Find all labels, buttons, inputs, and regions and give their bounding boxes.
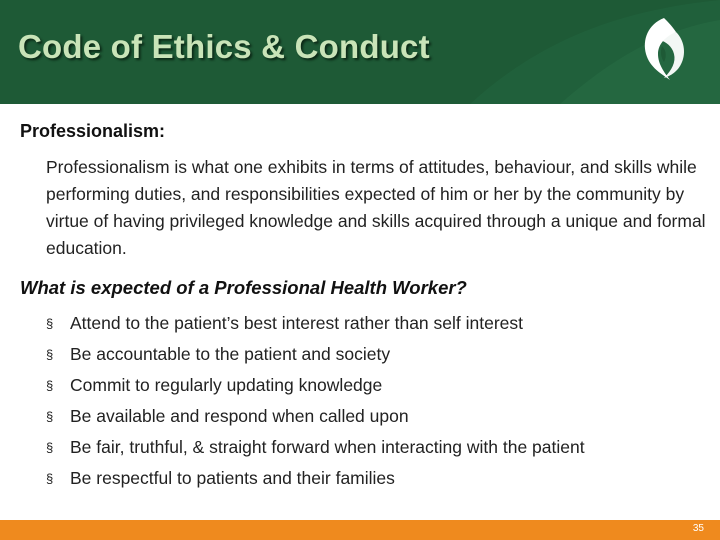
section-heading: Professionalism: — [20, 121, 166, 141]
bullet-marker: § — [46, 378, 54, 393]
slide-title: Code of Ethics & Conduct — [18, 28, 430, 65]
definition-paragraph: Professionalism is what one exhibits in terms of attitudes, behaviour, and skills while performing duties, and responsibilities expected of him or her by the community by virtue of having privileged knowledge and skills acquired through a unique and formal education. — [46, 157, 706, 258]
slide-header — [0, 0, 720, 104]
list-item — [46, 463, 710, 494]
list-item-text: Be respectful to patients and their families — [70, 468, 395, 488]
list-item-text: Attend to the patient’s best interest rather than self interest — [70, 313, 524, 333]
bullet-marker: § — [46, 347, 54, 362]
question-heading: What is expected of a Professional Health Worker? — [20, 277, 467, 298]
bullet-marker: § — [46, 440, 54, 455]
list-item — [46, 401, 710, 432]
list-item — [46, 308, 710, 339]
list-item-text: Be available and respond when called upon — [70, 406, 409, 426]
list-item — [46, 370, 710, 401]
page-number: 35 — [692, 523, 704, 534]
footer-bar — [0, 520, 720, 540]
list-item — [46, 432, 710, 463]
list-item-text: Be accountable to the patient and society — [70, 344, 391, 364]
list-item-text: Be fair, truthful, & straight forward when interacting with the patient — [70, 437, 585, 457]
list-item-text: Commit to regularly updating knowledge — [70, 375, 383, 395]
bullet-marker: § — [46, 409, 54, 424]
bullet-marker: § — [46, 471, 54, 486]
list-item — [46, 339, 710, 370]
leaf-swirl-icon — [636, 14, 692, 86]
bullet-marker: § — [46, 316, 54, 331]
bullet-list — [46, 308, 710, 494]
